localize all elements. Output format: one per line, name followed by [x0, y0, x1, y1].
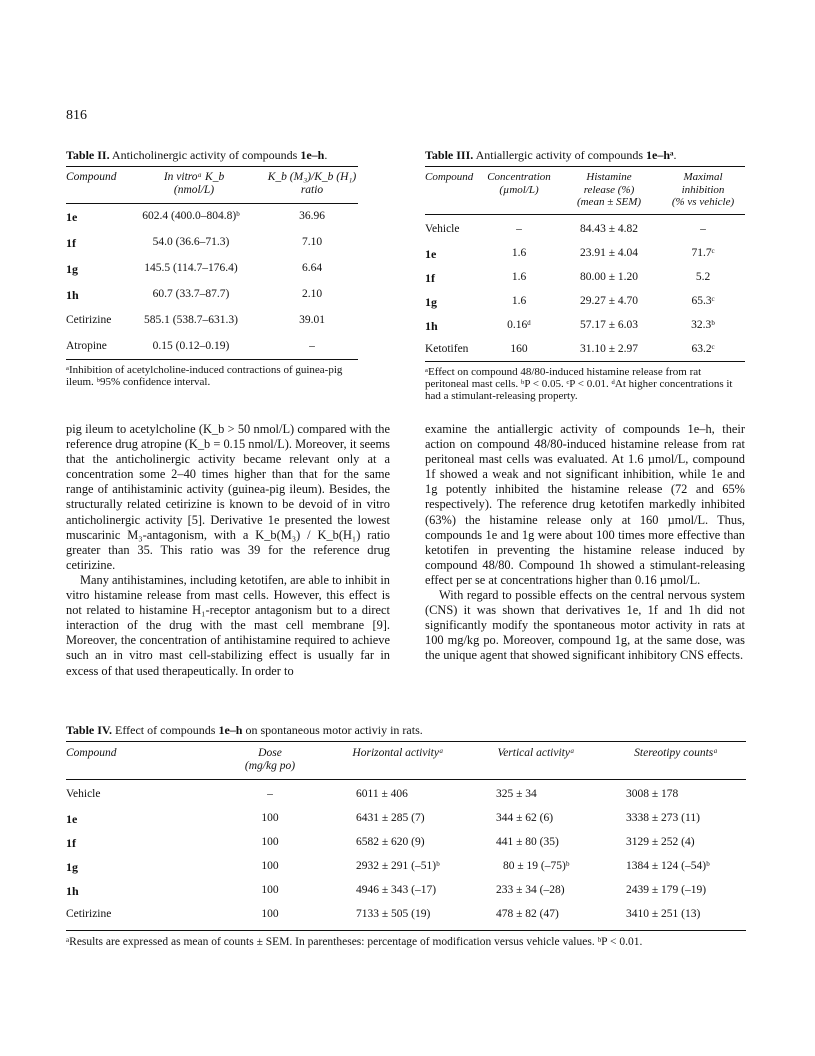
table3-cell-inhibition: 63.2ᶜ	[691, 343, 715, 355]
body-column-left	[66, 422, 390, 679]
table3-footnote: ᵃEffect on compound 48/80-induced histamine release from rat peritoneal mast cells. ᵇP < 0.05. ᶜP < 0.01. ᵈAt higher concentrations it had a stimulant-releasing property.	[425, 366, 733, 402]
table4-footnote: ᵃResults are expressed as mean of counts ± SEM. In parentheses: percentage of modification versus vehicle values. ᵇP < 0.01.	[66, 936, 643, 948]
table3-col-histamine-stat: (mean ± SEM)	[576, 196, 642, 208]
table4-cell-stereotipy: 1384 ± 124 (–54)ᵇ	[626, 860, 710, 872]
table3-col-concentration-title: Concentration	[487, 171, 551, 183]
table3-col-histamine	[561, 171, 657, 209]
table2-top-rule	[66, 166, 358, 167]
table4-cell-compound: 1h	[66, 884, 79, 898]
table4-cell-vertical: 478 ± 82 (47)	[496, 908, 559, 920]
table2-cell-compound: 1h	[66, 288, 79, 302]
table4-col-compound: Compound	[66, 747, 117, 759]
table2-cell-ratio: –	[309, 340, 315, 352]
table4-col-horizontal: Horizontal activityᵃ	[352, 747, 444, 759]
table2-cell-compound: 1f	[66, 236, 76, 250]
table4-cell-compound: 1g	[66, 860, 78, 874]
table2-caption-text: Anticholinergic activity of compounds	[111, 148, 298, 162]
table4-cell-vertical: 325 ± 34	[496, 788, 537, 800]
body-right-paragraph-1: examine the antiallergic activity of compounds 1e–h, their action on compound 48/80-induced histamine release from rat peritoneal mast cells was evaluated. At 1.6 µmol/L, compound 1f showed a weak and not significant inhibition, while 1e and 1g potently inhibited the histamine release (72 and 65% respectively). The reference drug ketotifen markedly inhibited (63%) the histamine release only at 160 µmol/L. Thus, compounds 1e and 1g were about 100 times more effective than ketotifen in preventing the histamine release induced by compound 48/80. Compound 1h showed a stimulant-releasing effect per se at concentrations higher than 0.16 µmol/L.	[425, 422, 745, 587]
table2-cell-kb: 602.4 (400.0–804.8)ᵇ	[142, 210, 240, 222]
table3-cell-compound: Vehicle	[425, 223, 460, 235]
table4-cell-vertical: 441 ± 80 (35)	[496, 836, 559, 848]
table3-col-inhibition-ref: (% vs vehicle)	[671, 196, 735, 208]
table4-cell-dose: 100	[261, 860, 279, 872]
table4-cell-compound: 1e	[66, 812, 78, 826]
table3-top-rule	[425, 166, 745, 167]
table2-cell-kb: 145.5 (114.7–176.4)	[144, 262, 238, 274]
table4-caption-label: Table IV.	[66, 723, 113, 737]
table3-cell-release: 80.00 ± 1.20	[579, 271, 639, 283]
table3-cell-inhibition: 65.3ᶜ	[691, 295, 715, 307]
table3-caption-compounds: 1e–hᵃ	[646, 148, 674, 162]
table3-cell-concentration: 1.6	[511, 271, 527, 283]
table3-cell-concentration: –	[516, 223, 522, 235]
table2-col-kb	[134, 171, 254, 197]
table4-cell-dose: 100	[261, 884, 279, 896]
table2-col-kb-unit: (nmol/L)	[173, 184, 215, 196]
table3-cell-concentration: 1.6	[511, 247, 527, 259]
table4-header-rule	[66, 779, 746, 780]
table3-header-rule	[425, 214, 745, 215]
table2-caption-label: Table II.	[66, 148, 110, 162]
table4-col-dose-title: Dose	[258, 747, 282, 759]
table3-cell-inhibition: 5.2	[695, 271, 711, 283]
table2-col-ratio-title: K_b (M₃)/K_b (H₁)	[267, 171, 357, 183]
table3-cell-concentration: 1.6	[511, 295, 527, 307]
table4-cell-stereotipy: 3008 ± 178	[626, 788, 679, 800]
table2-col-kb-title: In vitroᵃ K_b	[163, 171, 225, 183]
table4-cell-compound: Cetirizine	[66, 908, 112, 920]
table3-cell-release: 23.91 ± 4.04	[579, 247, 639, 259]
table3-cell-concentration: 0.16ᵈ	[507, 319, 531, 331]
table4-col-stereotipy: Stereotipy countsᵃ	[634, 747, 718, 759]
table4-cell-stereotipy: 3338 ± 273 (11)	[626, 812, 700, 824]
table2-cell-compound: 1g	[66, 262, 78, 276]
table2-header-rule	[66, 203, 358, 204]
table2-cell-ratio: 2.10	[301, 288, 323, 300]
table3-cell-compound: 1f	[425, 271, 435, 285]
table4-cell-dose: 100	[261, 836, 279, 848]
table2-cell-ratio: 7.10	[301, 236, 323, 248]
table2-cell-kb: 0.15 (0.12–0.19)	[152, 340, 230, 352]
table4-cell-dose: 100	[261, 812, 279, 824]
table2-caption	[66, 148, 327, 163]
table2-col-ratio-unit: ratio	[300, 184, 324, 196]
table2-cell-ratio: 36.96	[299, 210, 325, 222]
table4-cell-vertical: 80 ± 19 (–75)ᵇ	[503, 860, 570, 872]
table3-cell-inhibition: 32.3ᵇ	[691, 319, 715, 331]
table2-caption-compounds: 1e–h	[300, 148, 325, 162]
table3-cell-compound: Ketotifen	[425, 343, 469, 355]
table3-cell-release: 29.27 ± 4.70	[579, 295, 639, 307]
table3-cell-compound: 1g	[425, 295, 437, 309]
table2-footnote: ᵃInhibition of acetylcholine-induced contractions of guinea-pig ileum. ᵇ95% confidence interval.	[66, 364, 343, 388]
table4-cell-horizontal: 6582 ± 620 (9)	[356, 836, 425, 848]
table3-cell-compound: 1e	[425, 247, 437, 261]
table4-caption-compounds: 1e–h	[218, 723, 243, 737]
table4-cell-horizontal: 4946 ± 343 (–17)	[356, 884, 437, 896]
table4-col-vertical: Vertical activityᵃ	[497, 747, 575, 759]
table3-cell-inhibition: 71.7ᶜ	[691, 247, 715, 259]
table2-cell-kb: 585.1 (538.7–631.3)	[144, 314, 238, 326]
table2-col-ratio	[266, 171, 358, 197]
table3-cell-concentration: 160	[510, 343, 528, 355]
table2-col-compound: Compound	[66, 171, 117, 183]
table3-col-histamine-unit: release (%)	[583, 183, 635, 196]
table2-caption-end: .	[324, 148, 328, 162]
table3-bottom-rule	[425, 361, 745, 362]
table4-cell-compound: 1f	[66, 836, 76, 850]
table2-bottom-rule	[66, 359, 358, 360]
table4-cell-dose: –	[267, 788, 273, 800]
table4-cell-stereotipy: 3129 ± 252 (4)	[626, 836, 695, 848]
table4-cell-stereotipy: 2439 ± 179 (–19)	[626, 884, 707, 896]
table3-caption-label: Table III.	[425, 148, 474, 162]
table2-cell-kb: 60.7 (33.7–87.7)	[152, 288, 230, 300]
table3-col-inhibition-unit: inhibition	[681, 183, 725, 196]
table3-caption	[425, 148, 677, 163]
body-column-right	[425, 422, 745, 664]
table4-col-dose	[224, 747, 316, 773]
table3-caption-end: .	[673, 148, 677, 162]
table4-cell-horizontal: 2932 ± 291 (–51)ᵇ	[356, 860, 440, 872]
table3-cell-release: 31.10 ± 2.97	[579, 343, 639, 355]
table4-cell-vertical: 233 ± 34 (–28)	[496, 884, 565, 896]
table4-cell-dose: 100	[261, 908, 279, 920]
table3-cell-release: 84.43 ± 4.82	[579, 223, 639, 235]
table3-caption-text: Antiallergic activity of compounds	[475, 148, 644, 162]
table3-col-concentration-unit: (µmol/L)	[499, 183, 539, 196]
table2-cell-compound: Atropine	[66, 340, 107, 352]
body-left-paragraph-2: Many antihistamines, including ketotifen, are able to inhibit in vitro histamine release from mast cells. However, this effect is not related to histamine H₁-receptor antagonism but to a direct interaction of the drug with the mast cell membrane [9]. Moreover, the concentration of antihistamine required to achieve such an in vitro mast cell-stabilizing effect is usually far in excess of that used therapeutically. In order to	[66, 572, 390, 678]
table3-cell-inhibition: –	[700, 223, 706, 235]
table3-col-concentration	[479, 171, 559, 196]
table2-cell-kb: 54.0 (36.6–71.3)	[152, 236, 230, 248]
table3-col-compound: Compound	[425, 171, 474, 183]
table4-cell-compound: Vehicle	[66, 788, 101, 800]
table4-top-rule	[66, 741, 746, 742]
table3-col-histamine-title: Histamine	[586, 171, 632, 183]
table4-cell-horizontal: 6431 ± 285 (7)	[356, 812, 425, 824]
table3-col-inhibition	[661, 171, 745, 209]
table2-cell-ratio: 6.64	[301, 262, 323, 274]
table3-cell-compound: 1h	[425, 319, 438, 333]
table4-cell-horizontal: 6011 ± 406	[356, 788, 408, 800]
body-left-paragraph-1: pig ileum to acetylcholine (K_b > 50 nmol/L) compared with the reference drug atropine (K_b = 0.15 nmol/L). Moreover, it seems that the anticholinergic activity became relevant only at a concentration some 2–40 times higher than that for the same range of antihistaminic activity (guinea-pig ileum). Besides, the structurally related cetirizine is known to be devoid of in vitro anticholinergic activity [5]. Derivative 1e presented the lowest muscarinic M₃-antagonism, with a K_b(M₃) / K_b(H₁) ratio greater than 35. This ratio was 39 for the reference drug cetirizine.	[66, 422, 390, 572]
table4-bottom-rule	[66, 930, 746, 931]
table4-caption-text: Effect of compounds	[115, 723, 216, 737]
body-right-paragraph-2: With regard to possible effects on the central nervous system (CNS) it was shown that derivatives 1e, 1f and 1h did not significantly modify the spontaneous motor activity in rats at 100 mg/kg po. Moreover, compound 1g, at the same dose, was the unique agent that showed significant inhibitory CNS effects.	[425, 588, 745, 663]
table3-cell-release: 57.17 ± 6.03	[579, 319, 639, 331]
table4-cell-stereotipy: 3410 ± 251 (13)	[626, 908, 701, 920]
table4-caption	[66, 723, 423, 738]
table4-cell-horizontal: 7133 ± 505 (19)	[356, 908, 431, 920]
table4-col-dose-unit: (mg/kg po)	[244, 760, 296, 772]
table2-cell-compound: Cetirizine	[66, 314, 112, 326]
page-number: 816	[66, 108, 87, 123]
table2-cell-ratio: 39.01	[299, 314, 325, 326]
table4-caption-rest: on spontaneous motor activiy in rats.	[245, 723, 423, 737]
table4-cell-vertical: 344 ± 62 (6)	[496, 812, 554, 824]
table2-cell-compound: 1e	[66, 210, 78, 224]
table3-col-inhibition-title: Maximal	[683, 171, 723, 183]
